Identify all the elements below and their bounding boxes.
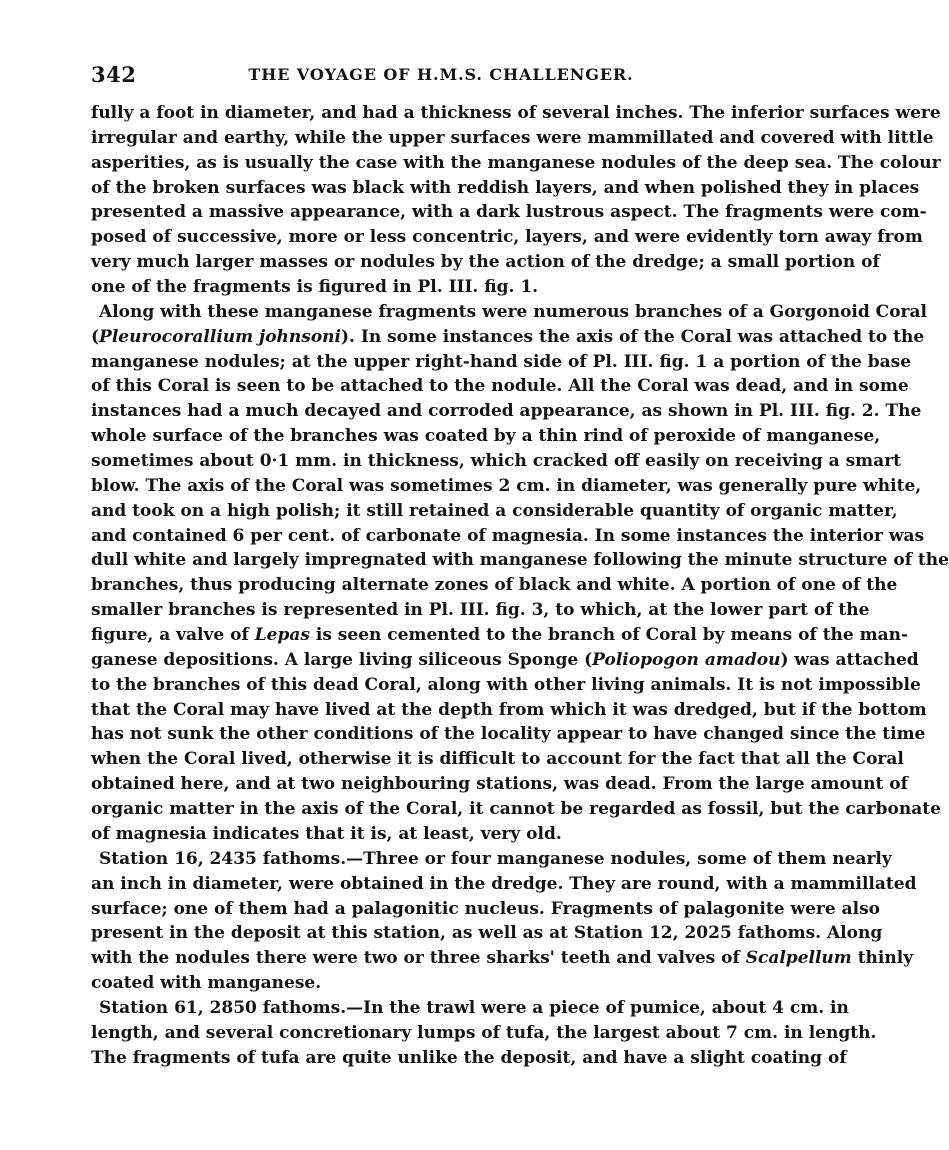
page-header [91, 62, 791, 88]
text-line: one of the fragments is figured in Pl. III. fig. 1. [91, 277, 539, 298]
text-line: surface; one of them had a palagonitic nucleus. Fragments of palagonite were also [91, 898, 880, 919]
body-text [91, 101, 949, 1071]
text-line: organic matter in the axis of the Coral, it cannot be regarded as fossil, but the carbonate [91, 799, 941, 820]
text-line: instances had a much decayed and corroded appearance, as shown in Pl. III. fig. 2. The [91, 401, 922, 422]
text-line: fully a foot in diameter, and had a thickness of several inches. The inferior surfaces were [91, 103, 941, 123]
text-line: with the nodules there were two or three sharks' teeth and valves of Scalpellum thinly [91, 948, 914, 969]
text-line: presented a massive appearance, with a dark lustrous aspect. The fragments were com- [91, 202, 927, 223]
text-line: smaller branches is represented in Pl. III. fig. 3, to which, at the lower part of the [91, 600, 870, 621]
italic-term: Pleurocorallium johnsoni [99, 326, 341, 347]
text-line: Station 61, 2850 fathoms.—In the trawl were a piece of pumice, about 4 cm. in [99, 997, 849, 1018]
text-line: manganese nodules; at the upper right-hand side of Pl. III. fig. 1 a portion of the base [91, 351, 912, 372]
text-line: of magnesia indicates that it is, at least, very old. [91, 823, 562, 844]
text-line: ganese depositions. A large living siliceous Sponge (Poliopogon amadou) was attached [91, 649, 919, 670]
italic-term: Poliopogon amadou [592, 649, 781, 670]
text-line: when the Coral lived, otherwise it is difficult to account for the fact that all the Coral [91, 749, 904, 770]
text-line: and took on a high polish; it still retained a considerable quantity of organic matter, [91, 500, 898, 521]
text-line: sometimes about 0·1 mm. in thickness, which cracked off easily on receiving a smart [91, 451, 901, 472]
text-line: to the branches of this dead Coral, along with other living animals. It is not impossible [91, 674, 921, 695]
text-line: (Pleurocorallium johnsoni). In some instances the axis of the Coral was attached to the [91, 326, 925, 347]
text-line: of this Coral is seen to be attached to the nodule. All the Coral was dead, and in some [91, 376, 909, 397]
text-line: Station 16, 2435 fathoms.—Three or four manganese nodules, some of them nearly [99, 848, 892, 869]
text-line: branches, thus producing alternate zones of black and white. A portion of one of the [91, 575, 898, 596]
text-line: of the broken surfaces was black with reddish layers, and when polished they in places [91, 177, 920, 198]
text-line: blow. The axis of the Coral was sometimes 2 cm. in diameter, was generally pure white, [91, 475, 922, 496]
text-line: and contained 6 per cent. of carbonate of magnesia. In some instances the interior was [91, 525, 925, 546]
text-line: coated with manganese. [91, 973, 322, 994]
text-line: obtained here, and at two neighbouring stations, was dead. From the large amount of [91, 774, 908, 795]
text-line: has not sunk the other conditions of the locality appear to have changed since the time [91, 724, 926, 745]
text-line: The fragments of tufa are quite unlike the deposit, and have a slight coating of [91, 1047, 847, 1068]
text-line: very much larger masses or nodules by the action of the dredge; a small portion of [91, 252, 880, 273]
text-line: length, and several concretionary lumps of tufa, the largest about 7 cm. in length. [91, 1022, 877, 1043]
page-number: 342 [91, 62, 137, 87]
text-line: that the Coral may have lived at the depth from which it was dredged, but if the bottom [91, 699, 927, 720]
text-line: figure, a valve of Lepas is seen cemented to the branch of Coral by means of the man- [91, 625, 909, 646]
text-line: asperities, as is usually the case with the manganese nodules of the deep sea. The colour [91, 152, 941, 173]
text-line: whole surface of the branches was coated by a thin rind of peroxide of manganese, [91, 426, 881, 447]
text-line: dull white and largely impregnated with manganese following the minute structure of the [91, 550, 949, 571]
text-line: an inch in diameter, were obtained in the dredge. They are round, with a mammillated [91, 873, 917, 894]
running-title: THE VOYAGE OF H.M.S. CHALLENGER. [248, 65, 634, 84]
italic-term: Scalpellum [745, 948, 852, 969]
text-line: irregular and earthy, while the upper surfaces were mammillated and covered with little [91, 127, 934, 148]
italic-term: Lepas [254, 625, 310, 646]
text-line: present in the deposit at this station, as well as at Station 12, 2025 fathoms. Along [91, 923, 883, 944]
text-line: posed of successive, more or less concentric, layers, and were evidently torn away from [91, 227, 923, 248]
text-line: Along with these manganese fragments were numerous branches of a Gorgonoid Coral [99, 301, 927, 322]
